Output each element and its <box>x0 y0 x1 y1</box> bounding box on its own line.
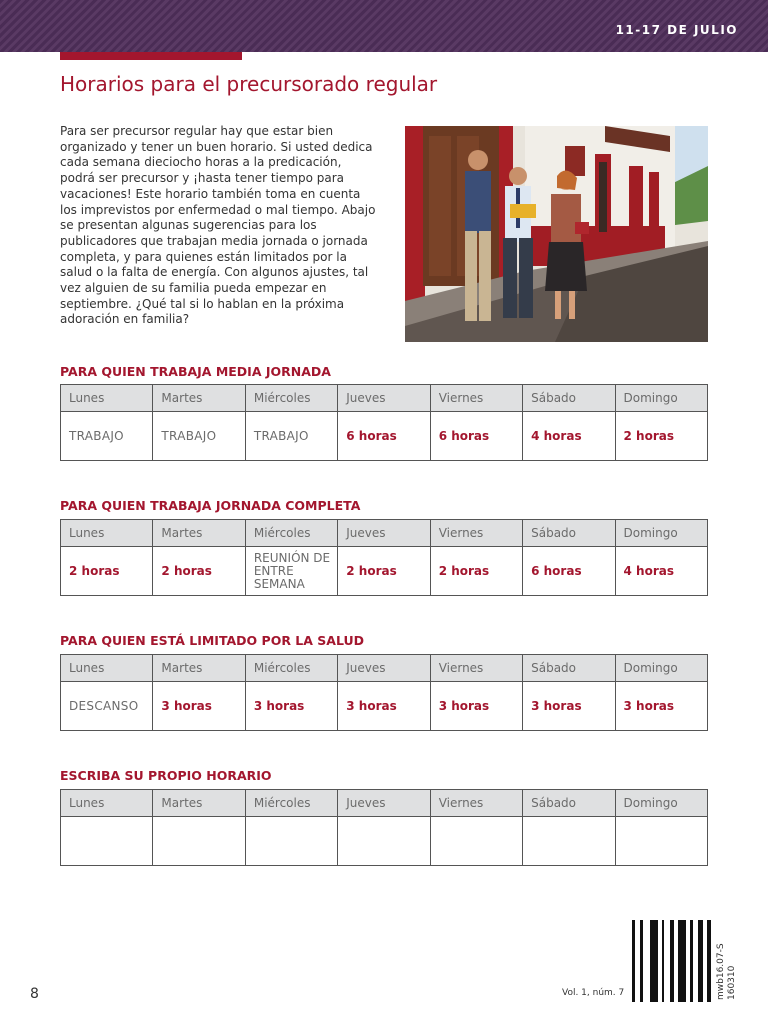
day-header: Viernes <box>430 520 522 547</box>
day-header: Sábado <box>523 790 615 817</box>
day-header: Jueves <box>338 385 430 412</box>
volume-label: Vol. 1, núm. 7 <box>562 988 625 998</box>
blank-schedule-cell <box>338 817 430 866</box>
table-row <box>61 817 708 866</box>
day-header: Domingo <box>615 520 707 547</box>
day-header: Domingo <box>615 385 707 412</box>
table-header-row <box>61 385 708 412</box>
section-title-jornada-completa: PARA QUIEN TRABAJA JORNADA COMPLETA <box>60 498 361 513</box>
intro-paragraph: Para ser precursor regular hay que estar bien organizado y tener un buen horario. Si usted dedica cada semana dieciocho horas a la predicación, podrá ser precursor y ¡hasta tener tiempo para vacaciones! Este horario también toma en cuenta los imprevistos por enfermedad o mal tiempo. Abajo se presentan algunas sugerencias para los publicadores que trabajan media jornada o jornada completa, y para quienes están limitados por la salud o la falta de energía. Con algunos ajustes, tal vez alguien de su familia pueda empezar en septiembre. ¿Qué tal si lo hablan en la próxima adoración en familia? <box>60 124 376 327</box>
schedule-cell: 3 horas <box>338 682 430 731</box>
barcode-image <box>632 920 712 1002</box>
schedule-cell: 6 horas <box>523 547 615 596</box>
page-number: 8 <box>30 986 39 1002</box>
day-header: Miércoles <box>245 385 337 412</box>
schedule-cell: TRABAJO <box>153 412 245 461</box>
date-range: 11-17 DE JULIO <box>615 23 738 37</box>
schedule-cell: 3 horas <box>245 682 337 731</box>
day-header: Sábado <box>523 655 615 682</box>
publication-code-line: 160310 <box>727 965 737 1000</box>
schedule-cell: 2 horas <box>61 547 153 596</box>
schedule-table-jornada-completa <box>60 519 708 596</box>
day-header: Domingo <box>615 790 707 817</box>
day-header: Viernes <box>430 655 522 682</box>
page-title: Horarios para el precursorado regular <box>60 72 438 96</box>
blank-schedule-cell <box>523 817 615 866</box>
day-header: Martes <box>153 520 245 547</box>
day-header: Jueves <box>338 790 430 817</box>
day-header: Sábado <box>523 385 615 412</box>
schedule-cell: 2 horas <box>430 547 522 596</box>
schedule-cell: 2 horas <box>615 412 707 461</box>
publication-code <box>716 943 738 1000</box>
schedule-cell: REUNIÓN DE ENTRE SEMANA <box>245 547 337 596</box>
blank-schedule-cell <box>153 817 245 866</box>
day-header: Miércoles <box>245 790 337 817</box>
preaching-photo <box>405 126 708 342</box>
blank-schedule-cell <box>615 817 707 866</box>
schedule-cell: 3 horas <box>153 682 245 731</box>
blank-schedule-cell <box>430 817 522 866</box>
day-header: Lunes <box>61 790 153 817</box>
schedule-cell: 2 horas <box>338 547 430 596</box>
table-header-row <box>61 790 708 817</box>
section-title-limitado-salud: PARA QUIEN ESTÁ LIMITADO POR LA SALUD <box>60 633 365 648</box>
schedule-table-limitado-salud <box>60 654 708 731</box>
day-header: Miércoles <box>245 655 337 682</box>
table-row <box>61 412 708 461</box>
day-header: Lunes <box>61 655 153 682</box>
schedule-cell: 3 horas <box>615 682 707 731</box>
schedule-cell: 4 horas <box>523 412 615 461</box>
schedule-cell: DESCANSO <box>61 682 153 731</box>
day-header: Lunes <box>61 520 153 547</box>
section-title-propio-horario: ESCRIBA SU PROPIO HORARIO <box>60 768 272 783</box>
day-header: Viernes <box>430 790 522 817</box>
day-header: Jueves <box>338 520 430 547</box>
day-header: Sábado <box>523 520 615 547</box>
day-header: Martes <box>153 655 245 682</box>
header-band <box>0 0 768 52</box>
table-row <box>61 547 708 596</box>
table-row <box>61 682 708 731</box>
day-header: Martes <box>153 790 245 817</box>
schedule-table-propio-horario <box>60 789 708 866</box>
schedule-cell: TRABAJO <box>61 412 153 461</box>
blank-schedule-cell <box>61 817 153 866</box>
day-header: Martes <box>153 385 245 412</box>
title-accent-bar <box>60 52 242 60</box>
day-header: Lunes <box>61 385 153 412</box>
schedule-cell: 2 horas <box>153 547 245 596</box>
schedule-table-media-jornada <box>60 384 708 461</box>
blank-schedule-cell <box>245 817 337 866</box>
publication-code-line: mwb16.07-S <box>716 943 726 1000</box>
schedule-cell: 6 horas <box>338 412 430 461</box>
table-header-row <box>61 520 708 547</box>
schedule-cell: 3 horas <box>523 682 615 731</box>
day-header: Miércoles <box>245 520 337 547</box>
schedule-cell: TRABAJO <box>245 412 337 461</box>
schedule-cell: 3 horas <box>430 682 522 731</box>
day-header: Domingo <box>615 655 707 682</box>
day-header: Viernes <box>430 385 522 412</box>
table-header-row <box>61 655 708 682</box>
schedule-cell: 4 horas <box>615 547 707 596</box>
day-header: Jueves <box>338 655 430 682</box>
schedule-cell: 6 horas <box>430 412 522 461</box>
section-title-media-jornada: PARA QUIEN TRABAJA MEDIA JORNADA <box>60 364 331 379</box>
